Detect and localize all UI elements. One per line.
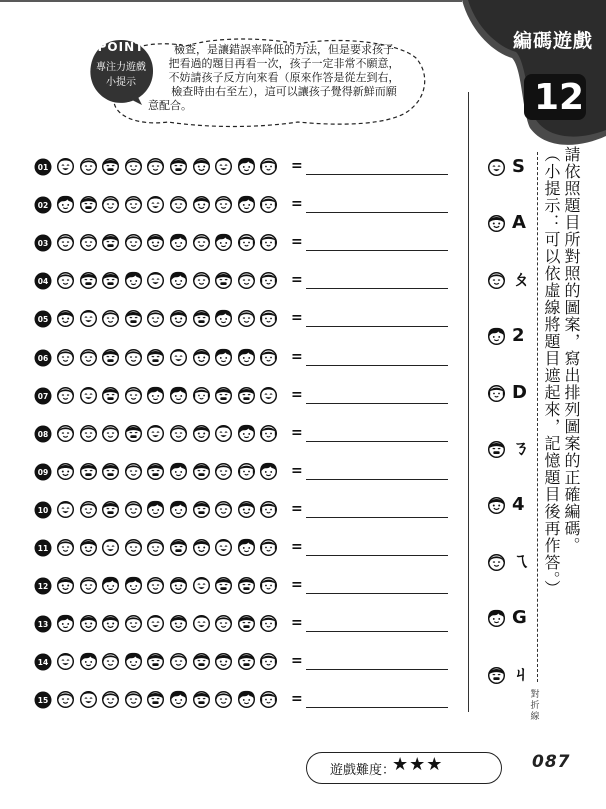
happy-face-icon bbox=[79, 614, 98, 633]
smile-face-icon bbox=[214, 538, 233, 557]
girl-face-icon bbox=[79, 157, 98, 176]
girl-face-icon bbox=[487, 271, 506, 290]
equals-sign: = bbox=[291, 158, 303, 174]
happy-face-icon bbox=[192, 424, 211, 443]
happy-face-icon bbox=[79, 538, 98, 557]
grin-face-icon bbox=[146, 652, 165, 671]
key-code: ㄆ bbox=[512, 268, 530, 290]
answer-line[interactable] bbox=[306, 707, 448, 708]
difficulty-stars: ★★★ bbox=[392, 754, 444, 775]
smile-face-icon bbox=[56, 157, 75, 176]
happy-face-icon bbox=[487, 214, 506, 233]
bob-face-icon bbox=[259, 348, 278, 367]
key-code: 2 bbox=[512, 325, 525, 347]
svg-text:12: 12 bbox=[37, 582, 49, 592]
key-code: D bbox=[512, 381, 527, 403]
girl-face-icon bbox=[237, 271, 256, 290]
grin-face-icon bbox=[79, 195, 98, 214]
girl-face-icon bbox=[124, 157, 143, 176]
curly-face-icon bbox=[124, 652, 143, 671]
bob-face-icon bbox=[237, 462, 256, 481]
bob-face-icon bbox=[259, 195, 278, 214]
instruction-hint: （小提示：可以依虛線將題目遮起來，記憶題目後再作答。） bbox=[542, 146, 561, 597]
girl-face-icon bbox=[124, 233, 143, 252]
grin-face-icon bbox=[79, 462, 98, 481]
smile-face-icon bbox=[101, 538, 120, 557]
grin-face-icon bbox=[237, 652, 256, 671]
girl-face-icon bbox=[56, 271, 75, 290]
smile-face-icon bbox=[169, 348, 188, 367]
girl-face-icon bbox=[146, 309, 165, 328]
girl-face-icon bbox=[169, 652, 188, 671]
happy-face-icon bbox=[214, 652, 233, 671]
grin-face-icon bbox=[101, 462, 120, 481]
svg-text:10: 10 bbox=[37, 505, 49, 515]
svg-text:03: 03 bbox=[37, 239, 49, 249]
girl-face-icon bbox=[79, 233, 98, 252]
girl-face-icon bbox=[124, 195, 143, 214]
smile-face-icon bbox=[146, 424, 165, 443]
smile-face-icon bbox=[146, 271, 165, 290]
girl-face-icon bbox=[56, 386, 75, 405]
answer-line[interactable] bbox=[306, 212, 448, 213]
curly-face-icon bbox=[237, 690, 256, 709]
answer-line[interactable] bbox=[306, 631, 448, 632]
grin-face-icon bbox=[124, 309, 143, 328]
curly-face-icon bbox=[214, 233, 233, 252]
equals-sign: = bbox=[291, 539, 303, 555]
fold-line bbox=[537, 152, 538, 682]
equals-sign: = bbox=[291, 424, 303, 441]
girl-face-icon bbox=[124, 538, 143, 557]
girl-face-icon bbox=[79, 576, 98, 595]
grin-face-icon bbox=[192, 462, 211, 481]
question-number bbox=[34, 349, 52, 367]
curly-face-icon bbox=[169, 690, 188, 709]
smile-face-icon bbox=[214, 157, 233, 176]
bob-face-icon bbox=[259, 424, 278, 443]
smile-face-icon bbox=[146, 614, 165, 633]
curly-face-icon bbox=[237, 157, 256, 176]
key-code: 4 bbox=[512, 494, 525, 516]
bob-face-icon bbox=[237, 233, 256, 252]
girl-face-icon bbox=[124, 386, 143, 405]
instruction-main: 請依照題目所對照的圖案，寫出排列圖案的正確編碼。 bbox=[562, 146, 581, 554]
bob-face-icon bbox=[259, 157, 278, 176]
girl-face-icon bbox=[124, 500, 143, 519]
grin-face-icon bbox=[214, 386, 233, 405]
question-number bbox=[34, 463, 52, 481]
tip-badge-title: POINT bbox=[97, 40, 145, 54]
equals-sign: = bbox=[291, 272, 303, 289]
grin-face-icon bbox=[214, 271, 233, 290]
curly-face-icon bbox=[79, 652, 98, 671]
happy-face-icon bbox=[56, 309, 75, 328]
smile-face-icon bbox=[79, 690, 98, 709]
girl-face-icon bbox=[124, 462, 143, 481]
curly-face-icon bbox=[124, 271, 143, 290]
page-number: 087 bbox=[532, 752, 571, 772]
svg-text:13: 13 bbox=[37, 620, 49, 630]
curly-face-icon bbox=[169, 271, 188, 290]
equals-sign: = bbox=[291, 615, 303, 632]
equals-sign: = bbox=[291, 348, 303, 365]
curly-face-icon bbox=[237, 538, 256, 557]
question-number bbox=[34, 615, 52, 633]
girl-face-icon bbox=[56, 424, 75, 443]
curly-face-icon bbox=[169, 500, 188, 519]
girl-face-icon bbox=[214, 500, 233, 519]
smile-face-icon bbox=[192, 614, 211, 633]
girl-face-icon bbox=[124, 614, 143, 633]
happy-face-icon bbox=[101, 614, 120, 633]
key-code: ㄐ bbox=[512, 663, 530, 685]
smile-face-icon bbox=[192, 576, 211, 595]
equals-sign: = bbox=[291, 310, 303, 327]
curly-face-icon bbox=[101, 576, 120, 595]
grin-face-icon bbox=[214, 576, 233, 595]
grin-face-icon bbox=[101, 500, 120, 519]
tip-line: 把看過的題目再看一次，孩子一定非常不願意， bbox=[168, 57, 400, 70]
curly-face-icon bbox=[487, 609, 506, 628]
question-number bbox=[34, 158, 52, 176]
girl-face-icon bbox=[56, 233, 75, 252]
girl-face-icon bbox=[56, 348, 75, 367]
curly-face-icon bbox=[146, 500, 165, 519]
grin-face-icon bbox=[79, 271, 98, 290]
happy-face-icon bbox=[146, 233, 165, 252]
curly-face-icon bbox=[56, 614, 75, 633]
question-number bbox=[34, 425, 52, 443]
svg-text:08: 08 bbox=[37, 429, 49, 439]
answer-line[interactable] bbox=[306, 669, 448, 670]
happy-face-icon bbox=[56, 462, 75, 481]
column-divider bbox=[468, 92, 469, 712]
bob-face-icon bbox=[259, 652, 278, 671]
happy-face-icon bbox=[169, 309, 188, 328]
girl-face-icon bbox=[101, 424, 120, 443]
grin-face-icon bbox=[101, 386, 120, 405]
happy-face-icon bbox=[192, 348, 211, 367]
tip-badge-subtitle: 專注力遊戲 bbox=[96, 62, 146, 73]
smile-face-icon bbox=[79, 386, 98, 405]
grin-face-icon bbox=[192, 690, 211, 709]
bob-face-icon bbox=[192, 386, 211, 405]
question-number bbox=[34, 653, 52, 671]
answer-line[interactable] bbox=[306, 479, 448, 480]
answer-line[interactable] bbox=[306, 441, 448, 442]
bob-face-icon bbox=[259, 538, 278, 557]
key-code: S bbox=[512, 156, 525, 177]
grin-face-icon bbox=[146, 462, 165, 481]
smile-face-icon bbox=[487, 158, 506, 177]
happy-face-icon bbox=[192, 538, 211, 557]
happy-face-icon bbox=[487, 496, 506, 515]
smile-face-icon bbox=[79, 309, 98, 328]
smile-face-icon bbox=[56, 500, 75, 519]
answer-line[interactable] bbox=[306, 517, 448, 518]
grin-face-icon bbox=[169, 157, 188, 176]
happy-face-icon bbox=[237, 500, 256, 519]
girl-face-icon bbox=[169, 195, 188, 214]
bob-face-icon bbox=[259, 576, 278, 595]
grin-face-icon bbox=[192, 500, 211, 519]
grin-face-icon bbox=[237, 386, 256, 405]
girl-face-icon bbox=[101, 195, 120, 214]
svg-text:01: 01 bbox=[37, 163, 49, 172]
girl-face-icon bbox=[169, 424, 188, 443]
answer-line[interactable] bbox=[306, 250, 448, 251]
curly-face-icon bbox=[214, 309, 233, 328]
girl-face-icon bbox=[124, 690, 143, 709]
grin-face-icon bbox=[192, 652, 211, 671]
girl-face-icon bbox=[79, 424, 98, 443]
tip-badge-subtitle: 小提示 bbox=[106, 77, 136, 88]
grin-face-icon bbox=[237, 576, 256, 595]
tip-line: 意配合。 bbox=[148, 99, 192, 112]
question-number bbox=[34, 234, 52, 252]
equals-sign: = bbox=[291, 386, 303, 403]
answer-line[interactable] bbox=[306, 288, 448, 289]
curly-face-icon bbox=[237, 348, 256, 367]
girl-face-icon bbox=[237, 309, 256, 328]
girl-face-icon bbox=[192, 233, 211, 252]
curly-face-icon bbox=[169, 233, 188, 252]
answer-line[interactable] bbox=[306, 365, 448, 366]
girl-face-icon bbox=[192, 271, 211, 290]
curly-face-icon bbox=[487, 327, 506, 346]
grin-face-icon bbox=[237, 614, 256, 633]
question-number bbox=[34, 501, 52, 519]
curly-face-icon bbox=[259, 462, 278, 481]
chapter-title: 編碼遊戲 bbox=[512, 30, 593, 52]
svg-text:09: 09 bbox=[37, 467, 49, 477]
girl-face-icon bbox=[56, 690, 75, 709]
equals-sign: = bbox=[291, 234, 303, 251]
equals-sign: = bbox=[291, 577, 303, 594]
equals-sign: = bbox=[291, 653, 303, 670]
girl-face-icon bbox=[214, 614, 233, 633]
svg-text:11: 11 bbox=[37, 544, 49, 553]
equals-sign: = bbox=[291, 500, 303, 517]
svg-text:07: 07 bbox=[37, 391, 49, 401]
grin-face-icon bbox=[487, 440, 506, 459]
question-number bbox=[34, 196, 52, 214]
smile-face-icon bbox=[146, 195, 165, 214]
girl-face-icon bbox=[487, 553, 506, 572]
curly-face-icon bbox=[56, 195, 75, 214]
curly-face-icon bbox=[124, 576, 143, 595]
bob-face-icon bbox=[259, 690, 278, 709]
girl-face-icon bbox=[79, 348, 98, 367]
question-number bbox=[34, 272, 52, 290]
question-number bbox=[34, 691, 52, 709]
smile-face-icon bbox=[214, 424, 233, 443]
girl-face-icon bbox=[214, 195, 233, 214]
grin-face-icon bbox=[192, 309, 211, 328]
bob-face-icon bbox=[259, 500, 278, 519]
equals-sign: = bbox=[291, 691, 303, 708]
question-number bbox=[34, 539, 52, 557]
tip-line: 檢查時由右至左），這可以讓孩子覺得新鮮而願 bbox=[171, 85, 397, 98]
svg-text:06: 06 bbox=[37, 353, 49, 363]
happy-face-icon bbox=[169, 576, 188, 595]
smile-face-icon bbox=[259, 386, 278, 405]
happy-face-icon bbox=[192, 157, 211, 176]
grin-face-icon bbox=[146, 348, 165, 367]
svg-text:15: 15 bbox=[37, 696, 49, 706]
girl-face-icon bbox=[214, 462, 233, 481]
key-code: ㄟ bbox=[512, 550, 530, 572]
tip-line: 檢查，是讓錯誤率降低的方法，但是要求孩子 bbox=[174, 43, 394, 56]
chapter-number: 12 bbox=[533, 77, 585, 118]
grin-face-icon bbox=[487, 666, 506, 685]
answer-line[interactable] bbox=[306, 174, 448, 175]
question-number bbox=[34, 577, 52, 595]
difficulty-label: 遊戲難度： bbox=[330, 763, 396, 778]
svg-text:04: 04 bbox=[37, 277, 49, 287]
bob-face-icon bbox=[259, 614, 278, 633]
curly-face-icon bbox=[169, 386, 188, 405]
curly-face-icon bbox=[146, 386, 165, 405]
bob-face-icon bbox=[259, 309, 278, 328]
answer-line[interactable] bbox=[306, 403, 448, 404]
girl-face-icon bbox=[214, 690, 233, 709]
key-code: ㄋ bbox=[512, 438, 530, 459]
girl-face-icon bbox=[146, 538, 165, 557]
grin-face-icon bbox=[169, 538, 188, 557]
grin-face-icon bbox=[101, 157, 120, 176]
tip-line: 不妨請孩子反方向來看（原來作答是從左到右， bbox=[168, 71, 400, 84]
girl-face-icon bbox=[146, 576, 165, 595]
girl-face-icon bbox=[124, 348, 143, 367]
question-number bbox=[34, 310, 52, 328]
grin-face-icon bbox=[124, 424, 143, 443]
curly-face-icon bbox=[169, 462, 188, 481]
happy-face-icon bbox=[169, 614, 188, 633]
tip-text bbox=[148, 43, 420, 113]
bob-face-icon bbox=[487, 384, 506, 403]
grin-face-icon bbox=[146, 690, 165, 709]
happy-face-icon bbox=[192, 195, 211, 214]
curly-face-icon bbox=[237, 195, 256, 214]
girl-face-icon bbox=[146, 157, 165, 176]
curly-face-icon bbox=[237, 424, 256, 443]
happy-face-icon bbox=[56, 576, 75, 595]
girl-face-icon bbox=[101, 652, 120, 671]
grin-face-icon bbox=[101, 348, 120, 367]
equals-sign: = bbox=[291, 462, 303, 479]
svg-text:02: 02 bbox=[37, 201, 49, 211]
bob-face-icon bbox=[259, 233, 278, 252]
answer-line[interactable] bbox=[306, 555, 448, 556]
smile-face-icon bbox=[56, 652, 75, 671]
key-code: G bbox=[512, 607, 527, 629]
girl-face-icon bbox=[56, 538, 75, 557]
girl-face-icon bbox=[101, 690, 120, 709]
grin-face-icon bbox=[101, 233, 120, 252]
answer-line[interactable] bbox=[306, 326, 448, 327]
curly-face-icon bbox=[214, 348, 233, 367]
girl-face-icon bbox=[101, 309, 120, 328]
key-code: A bbox=[512, 212, 526, 234]
girl-face-icon bbox=[79, 500, 98, 519]
svg-text:05: 05 bbox=[37, 315, 49, 325]
svg-text:14: 14 bbox=[37, 658, 49, 668]
grin-face-icon bbox=[101, 271, 120, 290]
question-number bbox=[34, 387, 52, 405]
answer-line[interactable] bbox=[306, 593, 448, 594]
equals-sign: = bbox=[291, 196, 303, 213]
bob-face-icon bbox=[259, 271, 278, 290]
fold-label: 對折線 bbox=[530, 690, 540, 722]
